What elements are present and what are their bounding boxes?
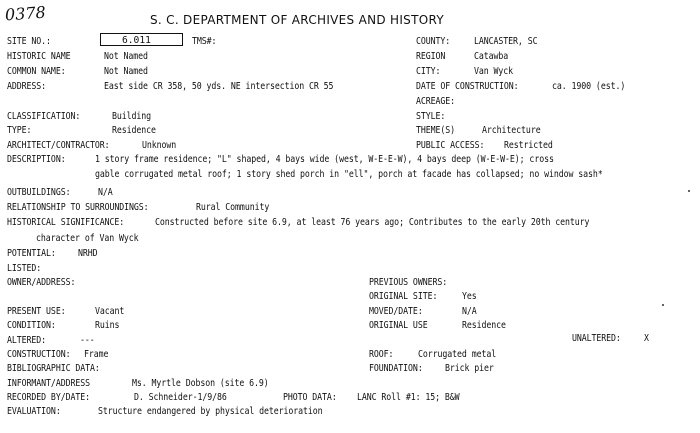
acreage-label: ACREAGE: bbox=[416, 96, 456, 107]
type-value: Residence bbox=[112, 125, 156, 136]
significance-line-1: Constructed before site 6.9, at least 76 years ago; Contributes to the early 20th century bbox=[155, 217, 590, 228]
classification-label: CLASSIFICATION: bbox=[7, 111, 81, 122]
unaltered-label: UNALTERED: bbox=[572, 333, 621, 344]
common-name-value: Not Named bbox=[104, 66, 148, 77]
scan-speck bbox=[688, 190, 690, 192]
potential-label: POTENTIAL: bbox=[7, 248, 56, 259]
city-label: CITY: bbox=[416, 66, 441, 77]
altered-label: ALTERED: bbox=[7, 335, 47, 346]
original-site-value: Yes bbox=[462, 291, 477, 302]
themes-value: Architecture bbox=[482, 125, 541, 136]
owner-label: OWNER/ADDRESS: bbox=[7, 277, 76, 288]
recorded-label: RECORDED BY/DATE: bbox=[7, 392, 90, 403]
original-use-value: Residence bbox=[462, 320, 506, 331]
description-line-2: gable corrugated metal roof; 1 story shed porch in "ell", porch at facade has collapsed; no window sash* bbox=[95, 169, 603, 180]
construction-label: CONSTRUCTION: bbox=[7, 349, 71, 360]
potential-value: NRHD bbox=[78, 248, 98, 259]
county-value: LANCASTER, SC bbox=[474, 36, 538, 47]
foundation-value: Brick pier bbox=[445, 363, 494, 374]
site-no-value: 6.011 bbox=[122, 35, 151, 46]
original-use-label: ORIGINAL USE bbox=[369, 320, 428, 331]
city-value: Van Wyck bbox=[474, 66, 514, 77]
date-of-construction-label: DATE OF CONSTRUCTION: bbox=[416, 81, 519, 92]
construction-value: Frame bbox=[84, 349, 109, 360]
region-label: REGION bbox=[416, 51, 446, 62]
moved-date-label: MOVED/DATE: bbox=[369, 306, 423, 317]
site-no-label: SITE NO.: bbox=[7, 36, 51, 47]
present-use-label: PRESENT USE: bbox=[7, 306, 66, 317]
moved-date-value: N/A bbox=[462, 306, 477, 317]
present-use-value: Vacant bbox=[95, 306, 125, 317]
public-access-value: Restricted bbox=[504, 140, 553, 151]
address-label: ADDRESS: bbox=[7, 81, 47, 92]
informant-label: INFORMANT/ADDRESS bbox=[7, 378, 90, 389]
historic-name-label: HISTORIC NAME bbox=[7, 51, 71, 62]
altered-value: --- bbox=[80, 335, 95, 346]
description-line-1: 1 story frame residence; "L" shaped, 4 bays wide (west, W-E-E-W), 4 bays deep (W-E-W-E); cross bbox=[95, 154, 554, 165]
recorded-value: D. Schneider-1/9/86 bbox=[134, 392, 227, 403]
roof-value: Corrugated metal bbox=[418, 349, 497, 360]
county-label: COUNTY: bbox=[416, 36, 451, 47]
photo-value: LANC Roll #1: 15; B&W bbox=[357, 392, 460, 403]
description-label: DESCRIPTION: bbox=[7, 154, 66, 165]
foundation-label: FOUNDATION: bbox=[369, 363, 423, 374]
original-site-label: ORIGINAL SITE: bbox=[369, 291, 438, 302]
address-value: East side CR 358, 50 yds. NE intersection CR 55 bbox=[104, 81, 334, 92]
public-access-label: PUBLIC ACCESS: bbox=[416, 140, 485, 151]
significance-label: HISTORICAL SIGNIFICANCE: bbox=[7, 217, 125, 228]
historic-name-value: Not Named bbox=[104, 51, 148, 62]
photo-label: PHOTO DATA: bbox=[283, 392, 337, 403]
page-title: S. C. DEPARTMENT OF ARCHIVES AND HISTORY bbox=[150, 13, 444, 27]
style-label: STYLE: bbox=[416, 111, 446, 122]
scan-speck bbox=[662, 304, 664, 306]
unaltered-value: X bbox=[644, 333, 649, 344]
architect-value: Unknown bbox=[142, 140, 177, 151]
date-of-construction-value: ca. 1900 (est.) bbox=[552, 81, 626, 92]
significance-line-2: character of Van Wyck bbox=[36, 233, 139, 244]
region-value: Catawba bbox=[474, 51, 509, 62]
bibliographic-label: BIBLIOGRAPHIC DATA: bbox=[7, 363, 100, 374]
type-label: TYPE: bbox=[7, 125, 32, 136]
listed-label: LISTED: bbox=[7, 263, 42, 274]
condition-value: Ruins bbox=[95, 320, 120, 331]
evaluation-label: EVALUATION: bbox=[7, 406, 61, 417]
condition-label: CONDITION: bbox=[7, 320, 56, 331]
common-name-label: COMMON NAME: bbox=[7, 66, 66, 77]
informant-value: Ms. Myrtle Dobson (site 6.9) bbox=[132, 378, 269, 389]
themes-label: THEME(S) bbox=[416, 125, 456, 136]
roof-label: ROOF: bbox=[369, 349, 394, 360]
outbuildings-value: N/A bbox=[98, 187, 113, 198]
outbuildings-label: OUTBUILDINGS: bbox=[7, 187, 71, 198]
relationship-label: RELATIONSHIP TO SURROUNDINGS: bbox=[7, 202, 149, 213]
evaluation-value: Structure endangered by physical deterioration bbox=[98, 406, 323, 417]
tms-label: TMS#: bbox=[192, 36, 217, 47]
classification-value: Building bbox=[112, 111, 152, 122]
handwritten-form-id: 0378 bbox=[4, 2, 47, 25]
previous-owners-label: PREVIOUS OWNERS: bbox=[369, 277, 448, 288]
architect-label: ARCHITECT/CONTRACTOR: bbox=[7, 140, 110, 151]
relationship-value: Rural Community bbox=[196, 202, 270, 213]
